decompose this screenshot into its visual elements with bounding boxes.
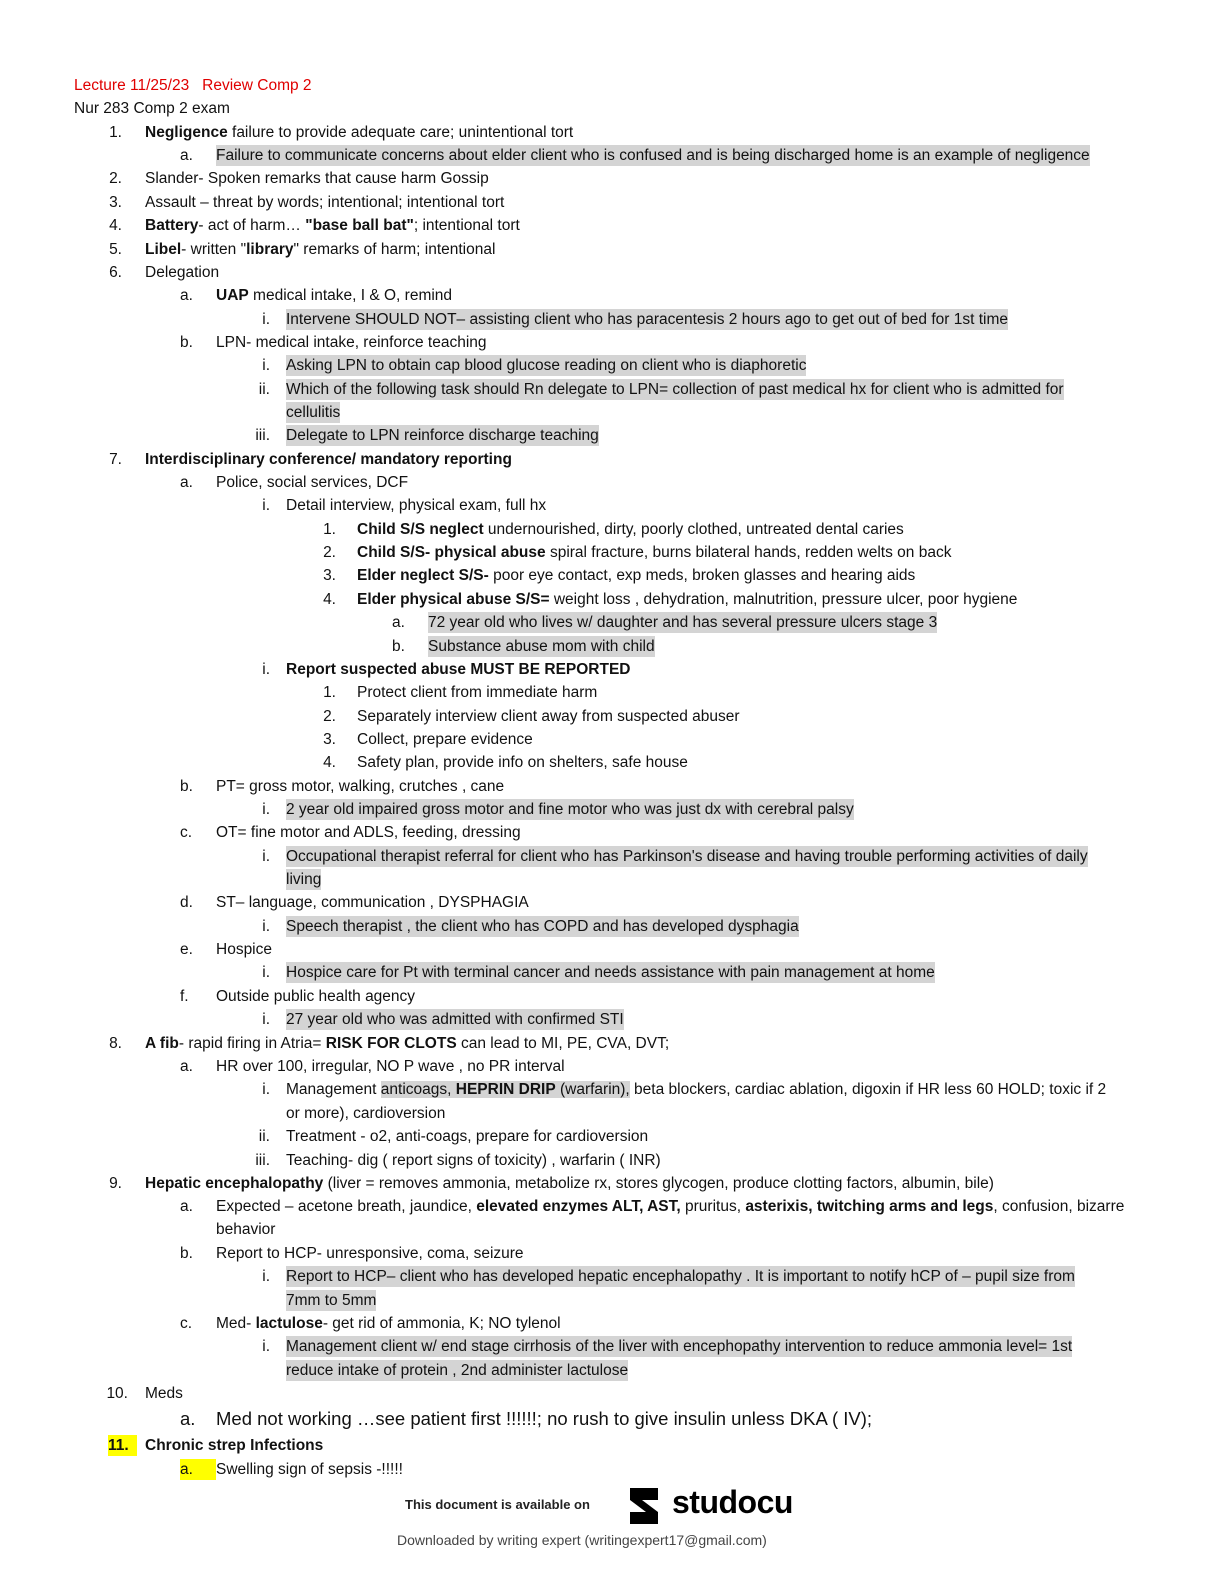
list-number: a. <box>180 1058 193 1075</box>
list-item: UAP medical intake, I & O, remind <box>216 287 453 304</box>
list-item: Battery- act of harm… "base ball bat"; intentional tort <box>145 217 520 234</box>
list-item: Treatment - o2, anti-coags, prepare for cardioversion <box>286 1128 649 1145</box>
list-item-continued: 7mm to 5mm <box>286 1292 377 1309</box>
list-item: Med not working …see patient first !!!!!!; no rush to give insulin unless DKA ( IV); <box>216 1408 873 1429</box>
list-item: Elder physical abuse S/S= weight loss , dehydration, malnutrition, pressure ulcer, poor hygiene <box>357 591 1018 608</box>
list-number: a. <box>180 287 193 304</box>
list-item: Substance abuse mom with child <box>428 638 655 655</box>
list-number: a. <box>180 1459 216 1480</box>
list-item: 27 year old who was admitted with confirmed STI <box>286 1011 624 1028</box>
list-number: e. <box>180 941 193 958</box>
list-number: 11. <box>108 1435 137 1456</box>
list-item: PT= gross motor, walking, crutches , cane <box>216 778 505 795</box>
list-number: 9. <box>109 1175 122 1192</box>
list-number: 3. <box>323 567 336 584</box>
list-item: Expected – acetone breath, jaundice, elevated enzymes ALT, AST, pruritus, asterixis, twitching arms and legs, confusion, bizarre <box>216 1198 1125 1215</box>
list-number: i. <box>262 1338 270 1355</box>
footer-downloaded-by: Downloaded by writing expert (writingexpert17@gmail.com) <box>397 1532 767 1548</box>
list-item: Failure to communicate concerns about elder client who is confused and is being discharged home is an example of negligence <box>216 147 1090 164</box>
list-number: i. <box>262 311 270 328</box>
list-item: Child S/S neglect undernourished, dirty, poorly clothed, untreated dental caries <box>357 521 904 538</box>
list-item: Teaching- dig ( report signs of toxicity) , warfarin ( INR) <box>286 1152 661 1169</box>
list-item: Hospice care for Pt with terminal cancer and needs assistance with pain management at home <box>286 964 935 981</box>
list-number: ii. <box>258 1128 270 1145</box>
list-number: c. <box>180 824 193 841</box>
list-number: iii. <box>255 1152 270 1169</box>
list-item: Slander- Spoken remarks that cause harm Gossip <box>145 170 489 187</box>
list-number: iii. <box>255 427 270 444</box>
studocu-brand: studocu <box>672 1484 793 1520</box>
list-item: Assault – threat by words; intentional; intentional tort <box>145 194 505 211</box>
list-item-continued: cellulitis <box>286 404 341 421</box>
list-item: Libel- written "library" remarks of harm; intentional <box>145 241 496 258</box>
list-item: Separately interview client away from suspected abuser <box>357 708 740 725</box>
list-item-continued: or more), cardioversion <box>286 1105 446 1122</box>
list-item: Child S/S- physical abuse spiral fracture, burns bilateral hands, redden welts on back <box>357 544 952 561</box>
list-number: 2. <box>323 544 336 561</box>
list-item: Chronic strep Infections <box>145 1437 324 1454</box>
list-number: i. <box>262 1011 270 1028</box>
list-number: b. <box>180 1245 193 1262</box>
list-item: Elder neglect S/S- poor eye contact, exp meds, broken glasses and hearing aids <box>357 567 916 584</box>
list-number: 4. <box>323 754 336 771</box>
list-number: i. <box>262 801 270 818</box>
list-item: 2 year old impaired gross motor and fine motor who was just dx with cerebral palsy <box>286 801 854 818</box>
list-number: i. <box>262 497 270 514</box>
list-item: Management anticoags, HEPRIN DRIP (warfarin), beta blockers, cardiac ablation, digoxin if HR less 60 HOLD; toxic if 2 <box>286 1081 1107 1098</box>
list-item: Speech therapist , the client who has COPD and has developed dysphagia <box>286 918 799 935</box>
list-number: a. <box>180 474 193 491</box>
list-item: Delegation <box>145 264 220 281</box>
list-item: Protect client from immediate harm <box>357 684 598 701</box>
list-item: OT= fine motor and ADLS, feeding, dressing <box>216 824 521 841</box>
course-title: Nur 283 Comp 2 exam <box>74 100 230 117</box>
list-item: Collect, prepare evidence <box>357 731 533 748</box>
list-number: 3. <box>323 731 336 748</box>
list-number: i. <box>262 661 270 678</box>
list-number: 2. <box>109 170 122 187</box>
list-item: Delegate to LPN reinforce discharge teaching <box>286 427 599 444</box>
list-item: Negligence failure to provide adequate care; unintentional tort <box>145 124 574 141</box>
list-number: 6. <box>109 264 122 281</box>
list-item: LPN- medical intake, reinforce teaching <box>216 334 487 351</box>
list-item: Meds <box>145 1385 183 1402</box>
list-number: 10. <box>106 1385 128 1402</box>
list-item: Outside public health agency <box>216 988 416 1005</box>
list-item: 72 year old who lives w/ daughter and has several pressure ulcers stage 3 <box>428 614 938 631</box>
list-number: a. <box>180 1198 193 1215</box>
list-item: A fib- rapid firing in Atria= RISK FOR CLOTS can lead to MI, PE, CVA, DVT; <box>145 1035 670 1052</box>
list-item: Police, social services, DCF <box>216 474 409 491</box>
list-number: c. <box>180 1315 193 1332</box>
list-item: Report to HCP- unresponsive, coma, seizure <box>216 1245 524 1262</box>
list-number: i. <box>262 1081 270 1098</box>
studocu-logo-icon <box>620 1482 668 1530</box>
list-item: Report to HCP– client who has developed hepatic encephalopathy . It is important to notify hCP of – pupil size from <box>286 1268 1075 1285</box>
list-number: b. <box>180 778 193 795</box>
list-number: 4. <box>323 591 336 608</box>
list-number: 1. <box>323 521 336 538</box>
list-item: Swelling sign of sepsis -!!!!! <box>216 1461 403 1478</box>
list-item: Detail interview, physical exam, full hx <box>286 497 547 514</box>
list-number: 1. <box>109 124 122 141</box>
list-number: i. <box>262 357 270 374</box>
list-item-continued: living <box>286 871 322 888</box>
list-number: i. <box>262 1268 270 1285</box>
list-item: Report suspected abuse MUST BE REPORTED <box>286 661 631 678</box>
list-number: a. <box>180 147 193 164</box>
list-number: b. <box>392 638 405 655</box>
lecture-title: Lecture 11/25/23 Review Comp 2 <box>74 77 312 94</box>
list-number: 4. <box>109 217 122 234</box>
list-item: Med- lactulose- get rid of ammonia, K; NO tylenol <box>216 1315 561 1332</box>
list-number: i. <box>262 964 270 981</box>
list-number: 2. <box>323 708 336 725</box>
list-item: Interdisciplinary conference/ mandatory reporting <box>145 451 512 468</box>
list-number: f. <box>180 988 189 1005</box>
list-item: Asking LPN to obtain cap blood glucose reading on client who is diaphoretic <box>286 357 807 374</box>
list-item: Occupational therapist referral for client who has Parkinson's disease and having trouble performing activities of daily <box>286 848 1088 865</box>
list-number: ii. <box>258 381 270 398</box>
list-number: i. <box>262 918 270 935</box>
list-number: a. <box>180 1408 196 1429</box>
list-item: Management client w/ end stage cirrhosis of the liver with encephopathy intervention to reduce ammonia level= 1st <box>286 1338 1073 1355</box>
list-number: 7. <box>109 451 122 468</box>
list-number: i. <box>262 848 270 865</box>
list-number: a. <box>392 614 405 631</box>
list-number: 3. <box>109 194 122 211</box>
list-item: Which of the following task should Rn delegate to LPN= collection of past medical hx for client who is admitted for <box>286 381 1064 398</box>
list-item: Hepatic encephalopathy (liver = removes ammonia, metabolize rx, stores glycogen, produce clotting factors, albumin, bile) <box>145 1175 994 1192</box>
list-number: 5. <box>109 241 122 258</box>
list-item: Intervene SHOULD NOT– assisting client who has paracentesis 2 hours ago to get out of bed for 1st time <box>286 311 1008 328</box>
list-item: Safety plan, provide info on shelters, safe house <box>357 754 688 771</box>
list-number: 8. <box>109 1035 122 1052</box>
list-item-continued: behavior <box>216 1221 276 1238</box>
list-item: ST– language, communication , DYSPHAGIA <box>216 894 529 911</box>
list-item: HR over 100, irregular, NO P wave , no PR interval <box>216 1058 565 1075</box>
list-number: 1. <box>323 684 336 701</box>
list-item-continued: reduce intake of protein , 2nd administer lactulose <box>286 1362 629 1379</box>
list-number: d. <box>180 894 193 911</box>
list-number: b. <box>180 334 193 351</box>
list-item: Hospice <box>216 941 272 958</box>
footer-available-text: This document is available on <box>405 1497 590 1512</box>
